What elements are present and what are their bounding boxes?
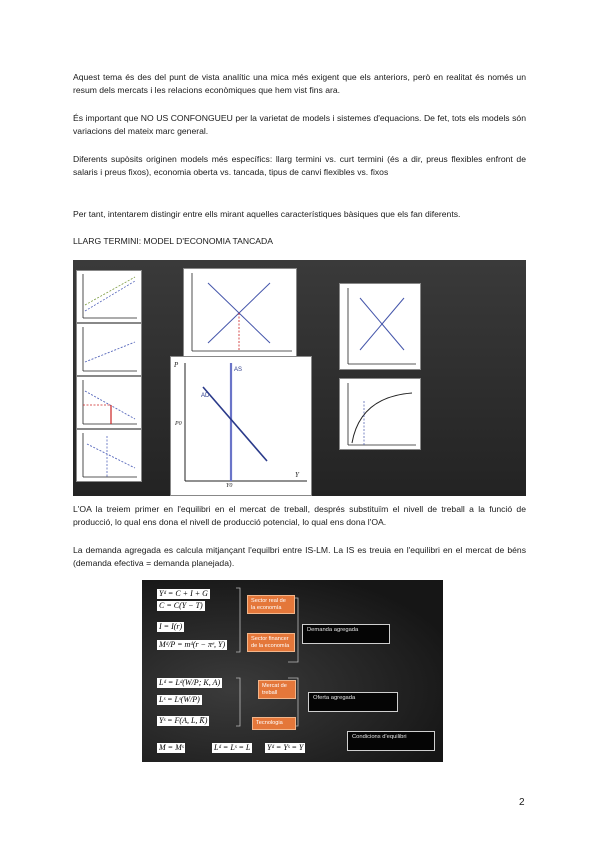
labor-market-graph bbox=[339, 283, 421, 370]
sector-real-box: Sector real de la economía bbox=[247, 595, 295, 614]
production-function-graph bbox=[339, 378, 421, 450]
small-graph-3 bbox=[76, 376, 142, 429]
ad-curve-label: AD bbox=[201, 393, 210, 399]
equation-labor-demand: Lᵈ = Lᵈ(W/P; K, A) bbox=[159, 678, 221, 687]
production-function-plot bbox=[340, 379, 420, 449]
equation-money-demand: Mᵈ/P = mᵈ(r − πᵉ, Y) bbox=[159, 640, 226, 649]
small-graph-3-plot bbox=[77, 377, 141, 428]
paragraph-2: És important que NO US CONFONGUEU per la varietat de models i sistemes d'equacions. De fet, tots els models són variacions del mateix marc general. bbox=[73, 113, 526, 136]
potential-output-label: Y0 bbox=[226, 483, 233, 489]
output-axis-label: Y bbox=[295, 471, 299, 479]
equation-money-market: M = Mˢ bbox=[159, 743, 184, 752]
small-graph-2-plot bbox=[77, 324, 141, 375]
aggregate-supply-box: Oferta agregada bbox=[308, 692, 398, 712]
small-graph-1 bbox=[76, 270, 142, 323]
middle-cross-graph bbox=[183, 268, 297, 357]
equation-labor-equilibrium: Lᵈ = Lˢ = L bbox=[214, 743, 251, 752]
price-axis-label: P bbox=[174, 361, 179, 369]
long-run-model-figure bbox=[73, 260, 526, 496]
equation-consumption: C = C(Y − T) bbox=[159, 601, 203, 610]
paragraph-1: Aquest tema és des del punt de vista analític una mica més exigent que els anteriors, però en realitat és només un resum dels mercats i les relacions econòmiques que hem vist fins ara. bbox=[73, 72, 526, 95]
equation-system-figure bbox=[142, 580, 443, 762]
paragraph-6: La demanda agregada es calcula mitjançant l'equilbri entre IS-LM. La IS es treuia en l'equilibri en el mercat de béns (demanda efectiva = demanda planejada). bbox=[73, 545, 526, 568]
paragraph-5: L'OA la treiem primer en l'equilibri en el mercat de treball, després substituïm el nivell de treball a la funció de producció, lo qual ens dona el nivell de producció potencial, lo qual ens dona l'OA. bbox=[73, 504, 526, 527]
small-graph-4-plot bbox=[77, 430, 141, 481]
page-number: 2 bbox=[519, 797, 525, 808]
ad-as-plot bbox=[171, 357, 311, 495]
as-curve-label: AS bbox=[234, 367, 243, 373]
equation-aggregate-demand: Yᵈ = C + I + G bbox=[159, 589, 208, 598]
paragraph-3: Diferents supòsits originen models més específics: llarg termini vs. curt termini (és a dir, preus flexibles enfront de salaris i preus fixos), economia oberta vs. tancada, tipus de canvi flexibles vs. fixos bbox=[73, 154, 526, 177]
section-heading: LLARG TERMINI: MODEL D'ECONOMIA TANCADA bbox=[73, 236, 273, 246]
equation-investment: I = I(r) bbox=[159, 622, 183, 631]
equilibrium-conditions-box: Condicions d'equilibri bbox=[347, 731, 435, 751]
technology-box: Tecnologia bbox=[252, 717, 296, 730]
aggregate-demand-box: Demanda agregada bbox=[302, 624, 390, 644]
equation-labor-supply: Lˢ = Lˢ(W/P) bbox=[159, 695, 200, 704]
small-graph-1-plot bbox=[77, 271, 141, 322]
sector-financial-box: Sector financer de la economía bbox=[247, 633, 295, 652]
small-graph-2 bbox=[76, 323, 142, 376]
equation-production: Yˢ = F(A, L, K̄) bbox=[159, 716, 208, 725]
small-graph-4 bbox=[76, 429, 142, 482]
middle-cross-graph-plot bbox=[184, 269, 296, 356]
equation-output-equilibrium: Yᵈ = Yˢ = Y bbox=[267, 743, 304, 752]
paragraph-4: Per tant, intentarem distingir entre ells mirant aquelles característiques bàsiques que els fan diferents. bbox=[73, 209, 461, 219]
ad-as-graph bbox=[170, 356, 312, 496]
price-level-label: P0 bbox=[175, 421, 182, 427]
labor-market-plot bbox=[340, 284, 420, 369]
labor-market-box: Mercat de treball bbox=[258, 680, 296, 699]
